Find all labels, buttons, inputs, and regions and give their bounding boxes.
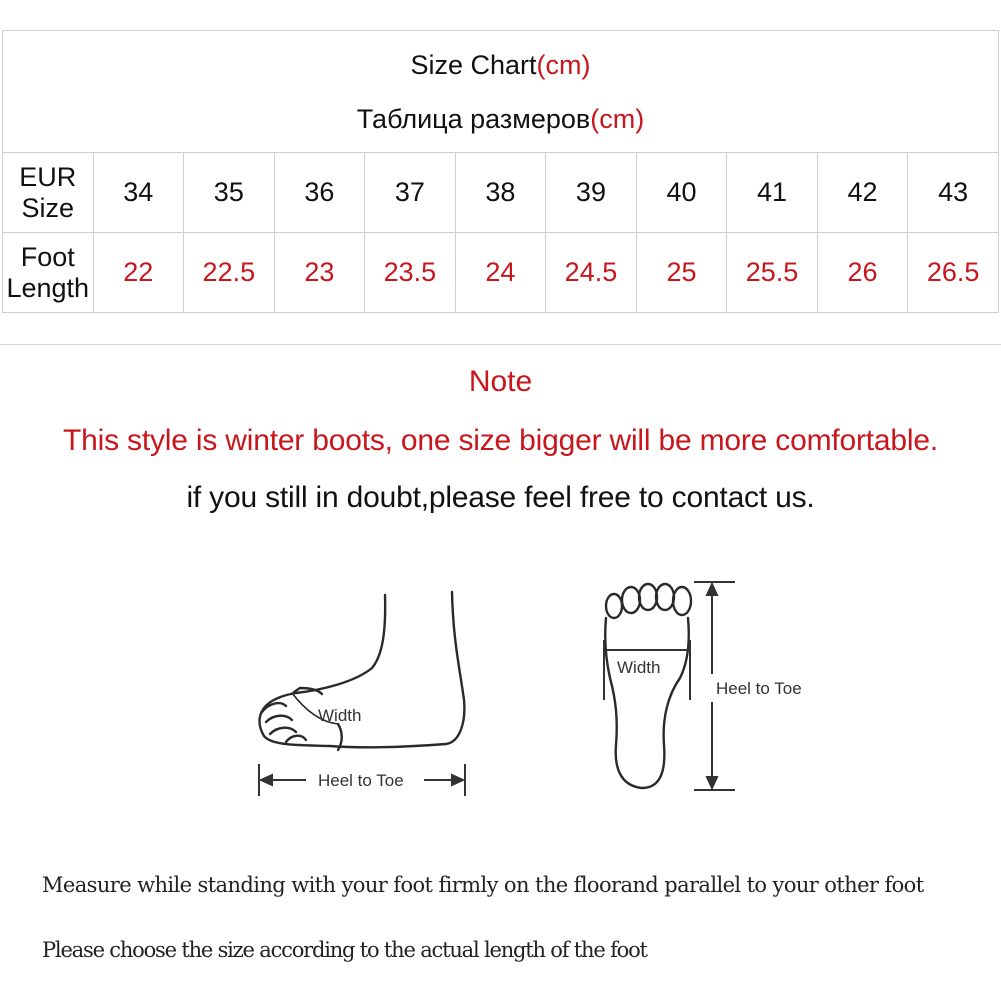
eur-size-cell: 34 [93,153,184,233]
eur-size-cell: 39 [546,153,637,233]
eur-size-cell: 41 [727,153,818,233]
chart-title-ru: Таблица размеров(cm) [356,103,645,134]
size-chart-table [2,30,999,313]
eur-size-cell: 36 [274,153,365,233]
sole-width-label: Width [617,658,661,677]
eur-size-cell: 40 [636,153,727,233]
eur-size-cell: 37 [365,153,456,233]
section-divider [0,344,1001,345]
foot-length-cell: 23 [274,233,365,313]
eur-size-cell: 42 [817,153,908,233]
instruction-measure: Measure while standing with your foot firmly on the floorand parallel to your other foot [42,873,924,897]
sole-heel-to-toe-label: Heel to Toe [716,679,802,698]
foot-length-cell: 26.5 [908,233,999,313]
title-row [3,31,999,153]
note-title: Note [468,365,533,398]
foot-length-cell: 24 [455,233,546,313]
foot-length-cell: 22.5 [184,233,275,313]
sole-foot-drawing [605,584,691,788]
foot-measurement-illustration [0,540,1001,840]
foot-length-cell: 22 [93,233,184,313]
eur-size-cell: 43 [908,153,999,233]
side-width-label: Width [318,706,362,725]
chart-title-cell [3,31,999,153]
foot-length-row [3,233,999,313]
row-header-foot-length: Foot Length [3,233,94,313]
row-header-eur-size: EUR Size [3,153,94,233]
note-contact: if you still in doubt,please feel free to contact us. [186,481,815,514]
note-winter-boots: This style is winter boots, one size bigger will be more comfortable. [63,424,938,457]
foot-length-cell: 25 [636,233,727,313]
foot-length-cell: 26 [817,233,908,313]
eur-size-cell: 38 [455,153,546,233]
foot-length-cell: 25.5 [727,233,818,313]
eur-size-cell: 35 [184,153,275,233]
side-heel-to-toe-label: Heel to Toe [318,771,404,790]
instruction-choose-size: Please choose the size according to the actual length of the foot [42,938,647,962]
eur-size-row [3,153,999,233]
chart-title: Size Chart(cm) [410,49,591,80]
side-foot-drawing [260,592,465,750]
foot-length-cell: 24.5 [546,233,637,313]
foot-length-cell: 23.5 [365,233,456,313]
